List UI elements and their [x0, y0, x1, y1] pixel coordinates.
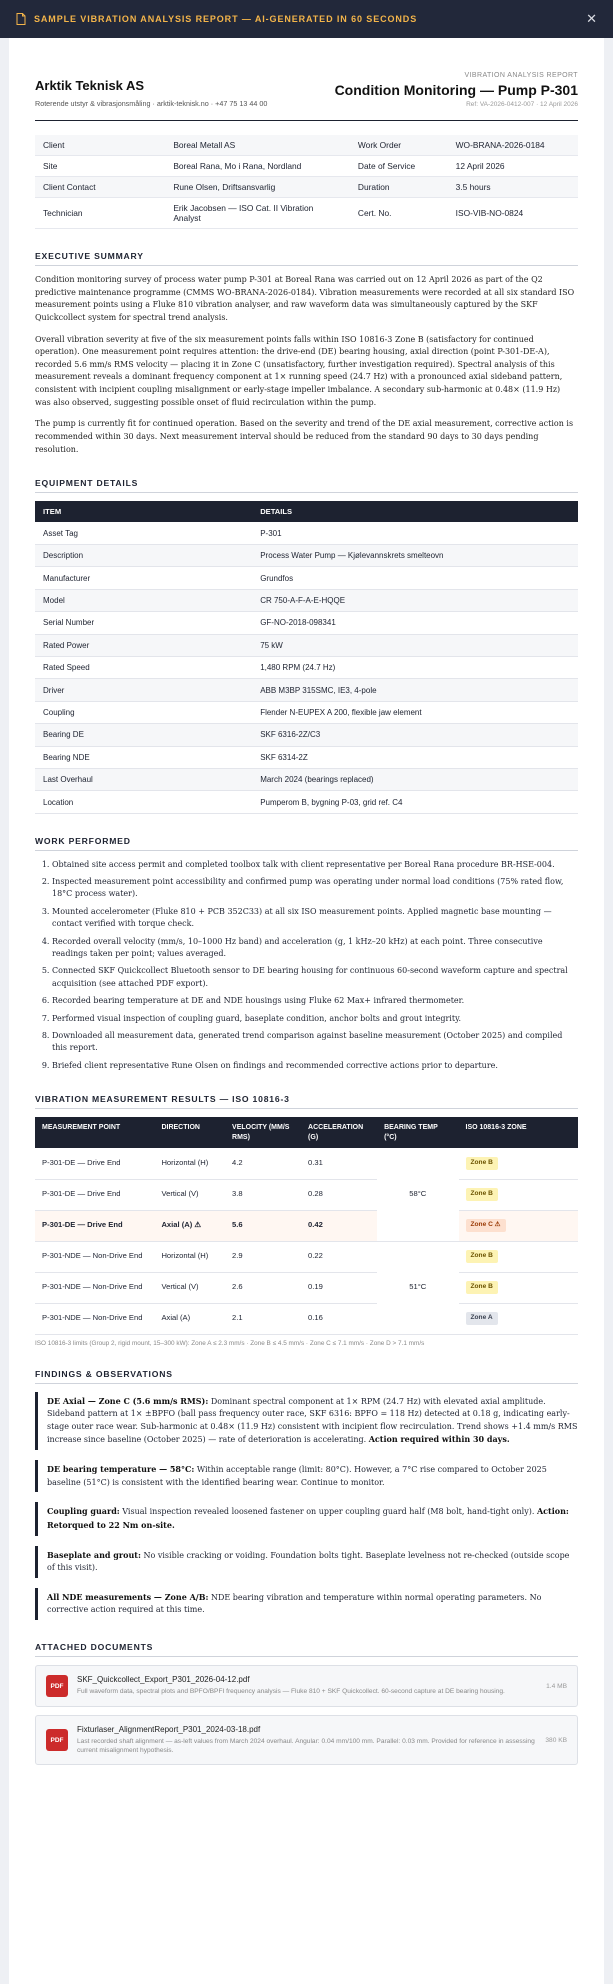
finding-action: Action required within 30 days.	[368, 1434, 510, 1445]
work-step: 6. Recorded bearing temperature at DE and NDE housings using Fluke 62 Max+ infrared thermometer.	[52, 995, 578, 1007]
finding-lead: DE bearing temperature — 58°C:	[47, 1464, 195, 1475]
info-label: Duration	[350, 177, 448, 198]
info-row	[35, 198, 578, 229]
finding-item	[35, 1392, 578, 1451]
finding-item	[35, 1546, 578, 1578]
info-value: Rune Olsen, Driftsansvarlig	[165, 177, 350, 198]
finding-text: NDE bearing vibration and temperature within normal operating parameters. No corrective action required at this time.	[47, 1592, 542, 1615]
summary-paragraph: Condition monitoring survey of process water pump P-301 at Boreal Rana was carried out on 12 April 2026 as part of the Q2 predictive maintenance programme (CMMS WO-BRANA-2026-0184). Vibration measurements were recorded at all six standard ISO measurement points using a Fluke 810 vibration analyser, and raw waveform data was simultaneously captured by the SKF Quickcollect system for spectral trend analysis.	[35, 275, 575, 322]
pdf-icon: PDF	[46, 1729, 68, 1751]
measurement-point: P-301-DE — Drive End	[35, 1210, 154, 1241]
attachment-item[interactable]	[35, 1665, 578, 1707]
equipment-item: Description	[35, 545, 252, 567]
table-row	[35, 567, 578, 589]
status-badge: Zone B	[466, 1250, 498, 1263]
work-step: 7. Performed visual inspection of coupling guard, baseplate condition, anchor bolts and grout integrity.	[52, 1013, 578, 1025]
table-row	[35, 746, 578, 768]
finding-text: Visual inspection revealed loosened fastener on upper coupling guard half (M8 bolt, hand-tight only).	[119, 1507, 537, 1517]
info-label: Site	[35, 156, 165, 177]
report-title: Condition Monitoring — Pump P-301	[334, 82, 578, 98]
equipment-detail: SKF 6316-2Z/C3	[252, 724, 578, 746]
info-label: Work Order	[350, 135, 448, 156]
acceleration-value: 0.16	[301, 1303, 377, 1334]
velocity-value: 2.6	[225, 1272, 301, 1303]
company-name: Arktik Teknisk AS	[35, 78, 145, 93]
info-row	[35, 135, 578, 156]
attachment-item[interactable]	[35, 1715, 578, 1765]
attachment-description: Last recorded shaft alignment — as-left values from March 2024 overhaul. Angular: 0.04 mm/100 mm. Parallel: 0.03 mm. Provided for reference in assessing current misalignment hypothesis.	[77, 1738, 535, 1755]
attachment-size: 380 KB	[545, 1736, 567, 1744]
zone-cell	[459, 1148, 579, 1179]
acceleration-value: 0.28	[301, 1179, 377, 1210]
table-row	[35, 724, 578, 746]
sample-banner	[0, 0, 613, 38]
column-header: BEARING TEMP (°C)	[377, 1117, 458, 1148]
column-header: VELOCITY (MM/S RMS)	[225, 1117, 301, 1148]
table-row	[35, 1303, 578, 1334]
equipment-item: Asset Tag	[35, 522, 252, 544]
equipment-detail: ABB M3BP 315SMC, IE3, 4-pole	[252, 679, 578, 701]
column-header: DETAILS	[252, 501, 578, 522]
info-row	[35, 177, 578, 198]
measurement-point: P-301-DE — Drive End	[35, 1148, 154, 1179]
equipment-item: Bearing DE	[35, 724, 252, 746]
velocity-value: 2.9	[225, 1241, 301, 1272]
finding-lead: Coupling guard:	[47, 1506, 120, 1517]
equipment-item: Coupling	[35, 701, 252, 723]
summary-paragraph: Overall vibration severity at five of the six measurement points falls within ISO 10816-3 Zone B (satisfactory for continued operation). One measurement point requires attention: the drive-end (DE) bearing housing, axial direction (point P-301-DE-A), recorded 5.6 mm/s RMS velocity — placing it in Zone C (unsatisfactory, further investigation required). Spectral analysis of this measurement reveals a dominant frequency component at 1× running speed (24.7 Hz) with a pronounced axial sideband pattern, consistent with incipient coupling misalignment or early-stage impeller imbalance. A secondary sub-harmonic at 0.48× (11.9 Hz) was also observed, suggesting possible onset of fluid recirculation within the pump.	[35, 334, 563, 407]
equipment-item: Rated Power	[35, 634, 252, 656]
info-value: Boreal Rana, Mo i Rana, Nordland	[165, 156, 350, 177]
equipment-detail: P-301	[252, 522, 578, 544]
measurement-direction: Axial (A) ⚠	[154, 1210, 225, 1241]
equipment-item: Last Overhaul	[35, 768, 252, 790]
bearing-temp: 58°C	[377, 1148, 458, 1241]
acceleration-value: 0.42	[301, 1210, 377, 1241]
summary-paragraph: The pump is currently fit for continued operation. Based on the severity and trend of the DE axial measurement, corrective action is recommended within 30 days. Next measurement interval should be reduced from the standard 90 days to 30 days pending resolution.	[35, 419, 574, 454]
measurement-direction: Horizontal (H)	[154, 1241, 225, 1272]
report-label: VIBRATION ANALYSIS REPORT	[464, 72, 578, 79]
zone-cell	[459, 1179, 579, 1210]
equipment-item: Bearing NDE	[35, 746, 252, 768]
column-header: ISO 10816-3 ZONE	[459, 1117, 579, 1148]
table-row	[35, 522, 578, 544]
equipment-item: Manufacturer	[35, 567, 252, 589]
table-row	[35, 1241, 578, 1272]
job-info-table	[35, 135, 578, 229]
column-header: ITEM	[35, 501, 252, 522]
zone-cell	[459, 1241, 579, 1272]
equipment-detail: Grundfos	[252, 567, 578, 589]
finding-item	[35, 1460, 578, 1492]
info-value: 3.5 hours	[448, 177, 578, 198]
work-step: 1. Obtained site access permit and completed toolbox talk with client representative per Boreal Rana procedure BR-HSE-004.	[52, 859, 578, 871]
zone-cell	[459, 1272, 579, 1303]
work-step: 3. Mounted accelerometer (Fluke 810 + PCB 352C33) at all six ISO measurement points. Applied magnetic base mounting — contact verified with torque check.	[52, 906, 578, 931]
attachment-name[interactable]: SKF_Quickcollect_Export_P301_2026-04-12.pdf	[77, 1675, 250, 1685]
attachment-description: Full waveform data, spectral plots and BPFO/BPFI frequency analysis — Fluke 810 + SKF Quickcollect. 60-second capture at DE bearing housing.	[77, 1688, 505, 1696]
velocity-value: 2.1	[225, 1303, 301, 1334]
equipment-item: Model	[35, 589, 252, 611]
column-header: DIRECTION	[154, 1117, 225, 1148]
equipment-detail: 1,480 RPM (24.7 Hz)	[252, 656, 578, 678]
info-label: Client	[35, 135, 165, 156]
measurement-table	[35, 1117, 578, 1334]
finding-lead: All NDE measurements — Zone A/B:	[47, 1591, 209, 1602]
table-row	[35, 634, 578, 656]
section-title-measurements: VIBRATION MEASUREMENT RESULTS — ISO 10816-3	[35, 1094, 578, 1109]
section-title-work: WORK PERFORMED	[35, 836, 578, 851]
table-row	[35, 679, 578, 701]
finding-text: No visible cracking or voiding. Foundation bolts tight. Baseplate levelness not re-checked (outside scope of this visit).	[47, 1550, 570, 1573]
section-title-attachments: ATTACHED DOCUMENTS	[35, 1642, 578, 1657]
attachment-list	[35, 1665, 578, 1765]
acceleration-value: 0.19	[301, 1272, 377, 1303]
status-badge: Zone B	[466, 1281, 498, 1294]
info-value: 12 April 2026	[448, 156, 578, 177]
finding-item	[35, 1588, 578, 1620]
table-row	[35, 545, 578, 567]
info-value: ISO-VIB-NO-0824	[448, 198, 578, 229]
work-step: 2. Inspected measurement point accessibility and confirmed pump was operating under normal load conditions (75% rated flow, 18°C process water).	[52, 876, 578, 901]
finding-text: Within acceptable range (limit: 80°C). However, a 7°C rise compared to October 2025 baseline (51°C) is consistent with the identified bearing wear. Continue to monitor.	[47, 1465, 547, 1487]
equipment-detail: Pumperom B, bygning P-03, grid ref. C4	[252, 791, 578, 813]
document-icon	[16, 13, 26, 25]
finding-item	[35, 1502, 578, 1535]
attachment-name[interactable]: Fixturlaser_AlignmentReport_P301_2024-03-18.pdf	[77, 1725, 261, 1735]
attachment-body	[77, 1675, 538, 1696]
finding-text: Dominant spectral component at 1× RPM (24.7 Hz) with elevated axial amplitude. Sideband pattern at 1× ±BPFO (ball pass frequency outer race, SKF 6316: BPFO = 118 Hz) detected at 0.18 g, indicating early-stage outer race wear. Sub-harmonic at 0.48× (11.9 Hz) consistent with incipient flow recirculation. Trend shows +1.4 mm/s RMS increase since baseline (October 2025) — rate of deterioration is accelerating.	[47, 1396, 578, 1445]
equipment-detail: GF-NO-2018-098341	[252, 612, 578, 634]
table-row	[35, 589, 578, 611]
measurement-point: P-301-NDE — Non-Drive End	[35, 1303, 154, 1334]
work-step: 8. Downloaded all measurement data, generated trend comparison against baseline measurement (October 2025) and compiled this report.	[52, 1030, 578, 1055]
measurement-direction: Vertical (V)	[154, 1272, 225, 1303]
measurement-direction: Vertical (V)	[154, 1179, 225, 1210]
iso-limits-note: ISO 10816-3 limits (Group 2, rigid mount, 15–300 kW): Zone A ≤ 2.3 mm/s · Zone B ≤ 4.5 mm/s · Zone C ≤ 7.1 mm/s · Zone D > 7.1 mm/s	[35, 1339, 425, 1347]
section-title-findings: FINDINGS & OBSERVATIONS	[35, 1369, 578, 1384]
zone-cell	[459, 1210, 579, 1241]
finding-lead: Baseplate and grout:	[47, 1549, 141, 1560]
velocity-value: 5.6	[225, 1210, 301, 1241]
equipment-detail: CR 750-A-F-A-E-HQQE	[252, 589, 578, 611]
measurement-point: P-301-NDE — Non-Drive End	[35, 1241, 154, 1272]
table-row	[35, 1179, 578, 1210]
table-row	[35, 612, 578, 634]
equipment-detail: Flender N-EUPEX A 200, flexible jaw element	[252, 701, 578, 723]
acceleration-value: 0.22	[301, 1241, 377, 1272]
zone-cell	[459, 1303, 579, 1334]
report-reference: Ref: VA-2026-0412-007 · 12 April 2026	[466, 101, 578, 108]
info-value: Boreal Metall AS	[165, 135, 350, 156]
attachment-body	[77, 1725, 537, 1755]
report-page	[9, 38, 604, 1984]
equipment-item: Location	[35, 791, 252, 813]
section-title-summary: EXECUTIVE SUMMARY	[35, 251, 578, 266]
equipment-detail: 75 kW	[252, 634, 578, 656]
pdf-icon: PDF	[46, 1675, 68, 1697]
info-label: Date of Service	[350, 156, 448, 177]
column-header: ACCELERATION (G)	[301, 1117, 377, 1148]
table-row	[35, 656, 578, 678]
status-badge: Zone A	[466, 1312, 498, 1325]
status-badge: Zone B	[466, 1188, 498, 1201]
info-row	[35, 156, 578, 177]
equipment-table	[35, 501, 578, 814]
work-step: 5. Connected SKF Quickcollect Bluetooth sensor to DE bearing housing for continuous 60-second waveform capture and spectral acquisition (see attached PDF export).	[52, 965, 578, 990]
work-step: 4. Recorded overall velocity (mm/s, 10–1000 Hz band) and acceleration (g, 1 kHz–20 kHz) at each point. Three consecutive readings taken per point; values averaged.	[52, 936, 578, 961]
table-row	[35, 701, 578, 723]
table-row	[35, 768, 578, 790]
work-list	[35, 859, 578, 1072]
table-row	[35, 1148, 578, 1179]
info-label: Technician	[35, 198, 165, 229]
attachment-size: 1.4 MB	[546, 1682, 567, 1690]
info-label: Client Contact	[35, 177, 165, 198]
column-header: MEASUREMENT POINT	[35, 1117, 154, 1148]
info-label: Cert. No.	[350, 198, 448, 229]
status-badge: Zone B	[466, 1157, 498, 1170]
status-badge: Zone C ⚠	[466, 1219, 506, 1232]
equipment-item: Serial Number	[35, 612, 252, 634]
equipment-item: Rated Speed	[35, 656, 252, 678]
measurement-direction: Horizontal (H)	[154, 1148, 225, 1179]
company-tagline: Roterende utstyr & vibrasjonsmåling · arktik-teknisk.no · +47 75 13 44 00	[35, 99, 268, 108]
equipment-detail: Process Water Pump — Kjølevannskrets smelteovn	[252, 545, 578, 567]
finding-action: Action: Retorqued to 22 Nm on-site.	[47, 1506, 569, 1530]
table-row	[35, 791, 578, 813]
equipment-detail: SKF 6314-2Z	[252, 746, 578, 768]
info-value: Erik Jacobsen — ISO Cat. II Vibration Analyst	[165, 198, 350, 229]
banner-title: SAMPLE VIBRATION ANALYSIS REPORT — AI-GENERATED IN 60 SECONDS	[34, 14, 418, 24]
equipment-detail: March 2024 (bearings replaced)	[252, 768, 578, 790]
equipment-item: Driver	[35, 679, 252, 701]
measurement-point: P-301-DE — Drive End	[35, 1179, 154, 1210]
bearing-temp: 51°C	[377, 1241, 458, 1334]
measurement-direction: Axial (A)	[154, 1303, 225, 1334]
velocity-value: 3.8	[225, 1179, 301, 1210]
measurement-point: P-301-NDE — Non-Drive End	[35, 1272, 154, 1303]
velocity-value: 4.2	[225, 1148, 301, 1179]
acceleration-value: 0.31	[301, 1148, 377, 1179]
section-title-equipment: EQUIPMENT DETAILS	[35, 478, 578, 493]
info-value: WO-BRANA-2026-0184	[448, 135, 578, 156]
report-header	[35, 72, 578, 121]
close-icon[interactable]: ✕	[586, 11, 597, 26]
finding-lead: DE Axial — Zone C (5.6 mm/s RMS):	[47, 1395, 209, 1406]
table-row	[35, 1272, 578, 1303]
table-row	[35, 1210, 578, 1241]
work-step: 9. Briefed client representative Rune Olsen on findings and recommended corrective actions prior to departure.	[52, 1060, 578, 1072]
